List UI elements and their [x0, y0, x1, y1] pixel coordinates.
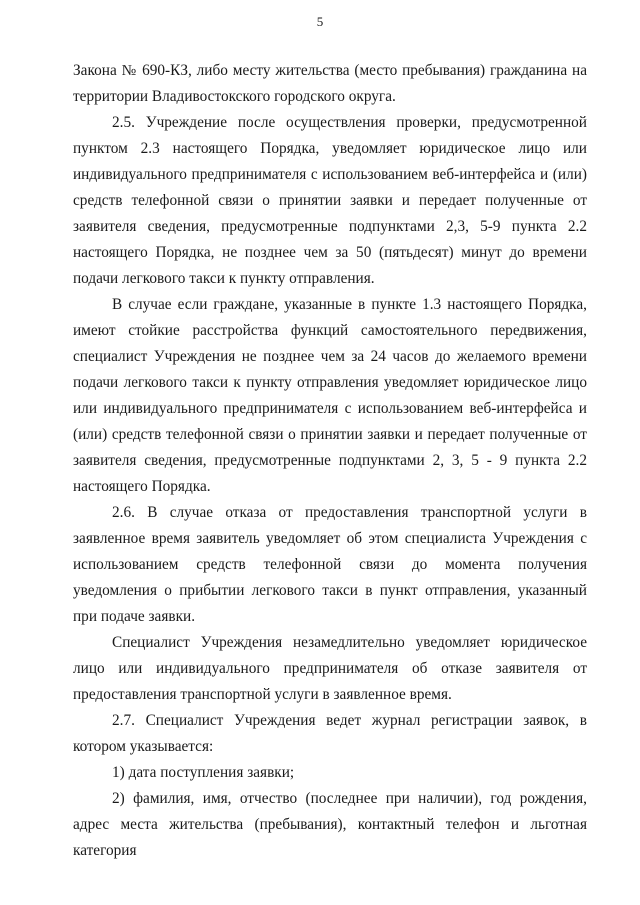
document-body: [73, 58, 587, 864]
paragraph-refusal-notice: Специалист Учреждения незамедлительно уведомляет юридическое лицо или индивидуального предпринимателя об отказе заявителя от предоставления транспортной услуги в заявленное время.: [73, 634, 587, 703]
paragraph-disabled-citizens: В случае если граждане, указанные в пункте 1.3 настоящего Порядка, имеют стойкие расстройства функций самостоятельного передвижения, специалист Учреждения не позднее чем за 24 часов до желаемого времени подачи легкового такси к пункту отправления уведомляет юридическое лицо или индивидуального предпринимателя с использованием веб-интерфейса и (или) средств телефонной связи о принятии заявки и передает полученные от заявителя сведения, предусмотренные подпунктами 2, 3, 5 - 9 пункта 2.2 настоящего Порядка.: [73, 296, 587, 495]
list-item-1: 1) дата поступления заявки;: [112, 764, 295, 781]
paragraph-continuation: Закона № 690-КЗ, либо месту жительства (место пребывания) гражданина на территории Владивостокского городского округа.: [73, 62, 587, 105]
list-item-2: 2) фамилия, имя, отчество (последнее при наличии), год рождения, адрес места жительства (пребывания), контактный телефон и льготная категория: [73, 790, 587, 859]
paragraph-2-7: 2.7. Специалист Учреждения ведет журнал регистрации заявок, в котором указывается:: [73, 712, 587, 755]
page-number: 5: [316, 14, 324, 29]
paragraph-2-6: 2.6. В случае отказа от предоставления транспортной услуги в заявленное время заявитель уведомляет об этом специалиста Учреждения с использованием средств телефонной связи до момента получения уведомления о прибытии легкового такси в пункт отправления, указанный при подаче заявки.: [73, 504, 587, 625]
paragraph-2-5: 2.5. Учреждение после осуществления проверки, предусмотренной пунктом 2.3 настоящего Порядка, уведомляет юридическое лицо или индивидуального предпринимателя с использованием веб-интерфейса и (или) средств телефонной связи о принятии заявки и передает полученные от заявителя сведения, предусмотренные подпунктами 2,3, 5-9 пункта 2.2 настоящего Порядка, не позднее чем за 50 (пятьдесят) минут до времени подачи легкового такси к пункту отправления.: [73, 114, 587, 287]
